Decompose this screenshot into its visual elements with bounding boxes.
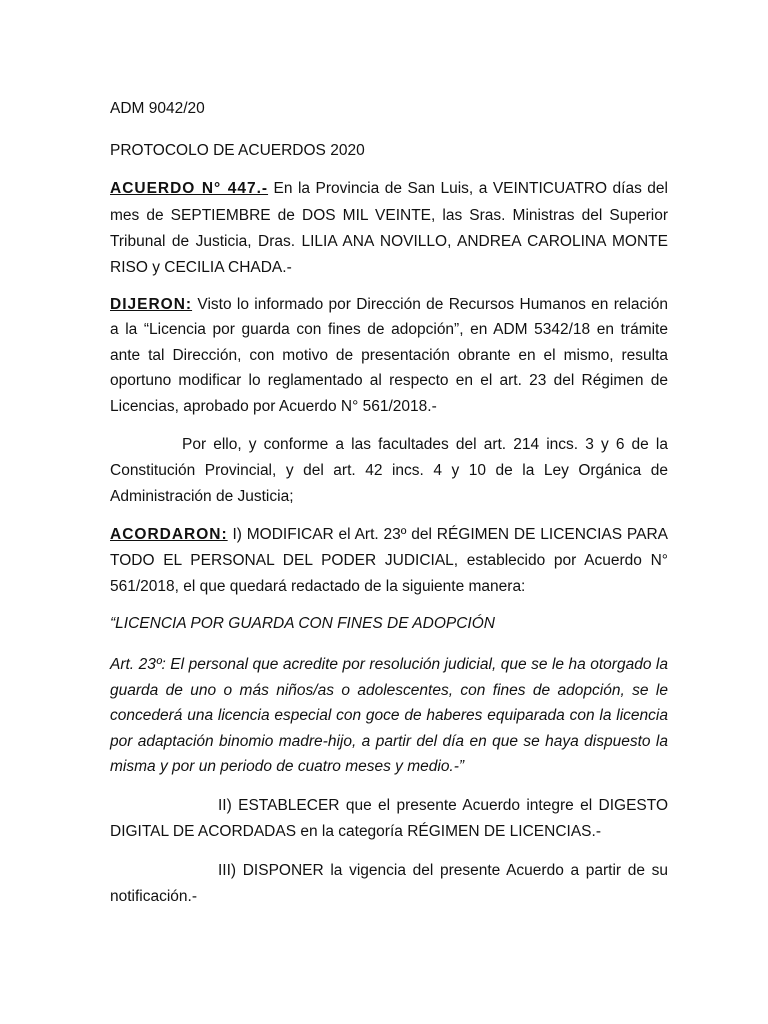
dijeron-line-1: DIJERON: Visto lo informado por Dirección de Recursos Humanos en relación: [110, 296, 668, 313]
acordaron-line-2: TODO EL PERSONAL DEL PODER JUDICIAL, establecido por Acuerdo N°: [110, 552, 668, 569]
dijeron-line-5: Licencias, aprobado por Acuerdo N° 561/2018.-: [110, 398, 437, 415]
quote-line-3: concederá una licencia especial con goce de haberes equiparada con la licencia: [110, 707, 668, 724]
establecer-line-2: DIGITAL DE ACORDADAS en la categoría RÉGIMEN DE LICENCIAS.-: [110, 823, 601, 840]
establecer-line-1: II) ESTABLECER que el presente Acuerdo integre el DIGESTO: [218, 797, 668, 814]
dijeron-label: DIJERON:: [110, 296, 193, 313]
quote-title: “LICENCIA POR GUARDA CON FINES DE ADOPCIÓN: [110, 615, 495, 632]
acuerdo-line-1: ACUERDO N° 447.- En la Provincia de San Luis, a VEINTICUATRO días del: [110, 180, 668, 197]
dijeron-line-4: oportuno modificar lo reglamentado al respecto en el art. 23 del Régimen de: [110, 372, 668, 389]
disponer-line-2: notificación.-: [110, 888, 198, 905]
acuerdo-line-2: mes de SEPTIEMBRE de DOS MIL VEINTE, las Sras. Ministras del Superior: [110, 207, 668, 224]
dijeron-line-2: a la “Licencia por guarda con fines de adopción”, en ADM 5342/18 en trámite: [110, 321, 668, 338]
por-ello-line-2: Constitución Provincial, y del art. 42 incs. 4 y 10 de la Ley Orgánica de: [110, 462, 668, 479]
acordaron-line-3: 561/2018, el que quedará redactado de la siguiente manera:: [110, 578, 526, 595]
por-ello-line-3: Administración de Justicia;: [110, 488, 294, 505]
protocol-heading: PROTOCOLO DE ACUERDOS 2020: [110, 142, 365, 159]
disponer-line-1: III) DISPONER la vigencia del presente Acuerdo a partir de su: [218, 862, 668, 879]
acordaron-label: ACORDARON:: [110, 526, 228, 543]
acuerdo-line-4: RISO y CECILIA CHADA.-: [110, 259, 292, 276]
acuerdo-number: ACUERDO N° 447.-: [110, 180, 269, 197]
quote-line-2: guarda de uno o más niños/as o adolescentes, con fines de adopción, se le: [110, 682, 668, 699]
acordaron-line-1: ACORDARON: I) MODIFICAR el Art. 23º del RÉGIMEN DE LICENCIAS PARA: [110, 526, 668, 543]
quote-line-5: misma y por un periodo de cuatro meses y medio.-”: [110, 758, 465, 775]
file-number: ADM 9042/20: [110, 100, 205, 117]
quote-line-4: por adaptación binomio madre-hijo, a partir del día en que se haya dispuesto la: [110, 733, 668, 750]
acuerdo-line-3: Tribunal de Justicia, Dras. LILIA ANA NOVILLO, ANDREA CAROLINA MONTE: [110, 233, 668, 250]
dijeron-line-3: ante tal Dirección, con motivo de presentación obrante en el mismo, resulta: [110, 347, 668, 364]
por-ello-line-1: Por ello, y conforme a las facultades del art. 214 incs. 3 y 6 de la: [182, 436, 668, 453]
quote-line-1: Art. 23º: El personal que acredite por resolución judicial, que se le ha otorgado la: [110, 656, 668, 673]
